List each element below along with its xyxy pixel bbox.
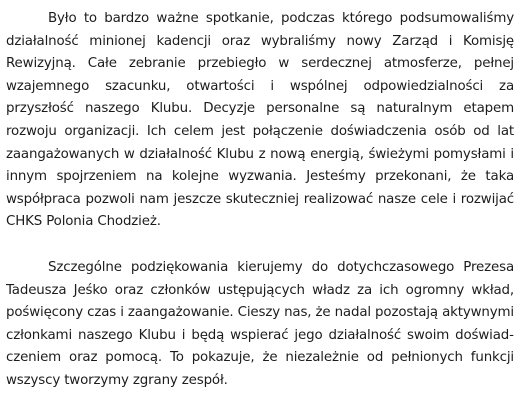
paragraph-acknowledgements: Szczególne podziękowania kierujemy do dotychczasowego Prezesa Tadeusza Jeśko oraz członków ustępujących władz za ich ogromny wkład, poświęcony czas i zaangażowanie. Cieszy nas, że nadal pozostają aktywnymi członkami naszego Klubu i będą wspierać jego działalność swoim doświadczeniem oraz pomocą. To pokazuje, że niezależnie od pełnionych funkcji wszyscy tworzymy zgrany zespół. xyxy=(6,259,514,388)
paragraph-meeting-summary: Było to bardzo ważne spotkanie, podczas którego podsumowaliśmy działalność minionej kadencji oraz wybraliśmy nowy Zarząd i Komisję Rewizyjną. Całe zebranie przebiegło w serdecznej atmosferze, pełnej wzajemnego szacunku, otwartości i wspólnej odpowiedzialności za przyszłość naszego Klubu. Decyzje personalne są naturalnym etapem rozwoju organizacji. Ich celem jest połączenie doświadczenia osób od lat zaangażowanych w działalność Klubu z nową energią, świeżymi pomysłami i innym spojrzeniem na kolejne wyzwania. Jesteśmy przekonani, że taka współpraca pozwoli nam jeszcze skuteczniej realizować nasze cele i rozwijać CHKS Polonia Chodzież. xyxy=(6,11,514,230)
